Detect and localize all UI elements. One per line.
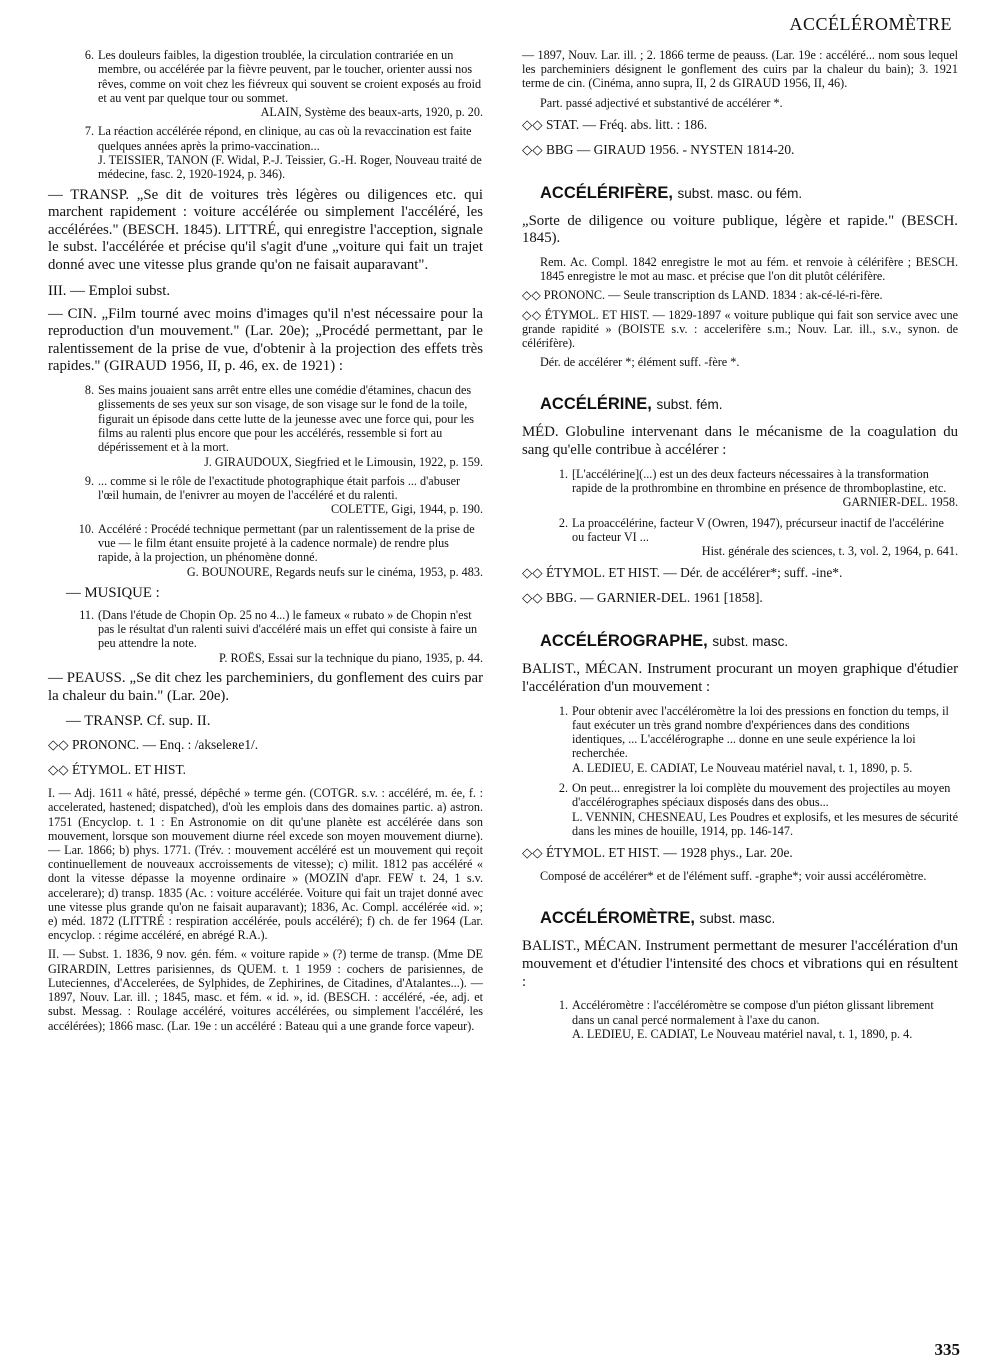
grammatical-category: subst. masc. (699, 911, 776, 927)
example-1 (522, 998, 958, 1041)
example-number: 1. (558, 998, 568, 1013)
example-number: 2. (558, 515, 568, 530)
example-number: 10. (78, 521, 94, 536)
example-number: 9. (84, 473, 94, 488)
example-text: Les douleurs faibles, la digestion troublée, la circulation contrariée en un membre, ou accélérée par la fièvre peuvent, par le toucher, orienter aussi nos rêves, comme on voit chez les fiévreux qui souvent se croient exposés au froid et au vent par quelque tour ou sommet. (98, 48, 482, 105)
headword: ACCÉLÉROMÈTRE, (540, 909, 695, 928)
etymol-continuation: — 1897, Nouv. Lar. ill. ; 2. 1866 terme de peauss. (Lar. 19e : accéléré... nom sous lequel les parcheminiers désignent le gonflement des cuirs par la chaleur du bain); 3. 1921 terme de cin. (Cinéma, anno supra, II, 2 ds GIRAUD 1956, II, 46). (522, 48, 958, 91)
derivation-note: Dér. de accélérer *; élément suff. -fère *. (540, 355, 740, 370)
example-1 (522, 704, 958, 775)
composition-note: Composé de accélérer* et de l'élément suff. -graphe*; voir aussi accéléromètre. (540, 869, 927, 884)
headword: ACCÉLÉRINE, (540, 395, 652, 414)
cin-definition: — CIN. „Film tourné avec moins d'images qu'il n'est nécessaire pour la reproduction d'un mouvement." (Lar. 20e); „Procédé permettant, par le ralentissement de la prise de vue, d'obtenir à la projection des effets très rapides." (GIRAUD 1956, II, p. 46, ex. de 1921) : (48, 305, 483, 375)
example-source: ALAIN, Système des beaux-arts, 1920, p. 20. (260, 105, 483, 120)
example-number: 11. (79, 607, 94, 622)
example-number: 2. (558, 781, 568, 796)
example-number: 6. (84, 48, 94, 62)
etymol-heading: ◇◇ ÉTYMOL. ET HIST. (48, 762, 186, 778)
example-text: La proaccélérine, facteur V (Owren, 1947), précurseur inactif de l'accélérine ou facteur VI ... (572, 515, 944, 544)
right-column (522, 48, 958, 1047)
entry-accelerine (522, 395, 958, 606)
headword: ACCÉLÉRIFÈRE, (540, 183, 673, 202)
bbg-section: ◇◇ BBG — GIRAUD 1956. - NYSTEN 1814-20. (522, 141, 795, 157)
example-number: 8. (84, 383, 94, 398)
example-source: COLETTE, Gigi, 1944, p. 190. (331, 502, 483, 517)
definition: MÉD. Globuline intervenant dans le mécanisme de la coagulation du sang qu'elle contribue à accélérer : (522, 424, 958, 459)
grammatical-category: subst. masc. ou fém. (677, 185, 803, 201)
example-source: P. ROËS, Essai sur la technique du piano, 1935, p. 44. (218, 650, 483, 665)
etymol-section: ◇◇ ÉTYMOL. ET HIST. — Dér. de accélérer*; suff. -ine*. (522, 565, 843, 581)
entry-accelerographe (522, 632, 958, 883)
entry-accelerifere (522, 184, 958, 370)
example-number: 1. (558, 703, 568, 718)
example-11 (48, 608, 483, 665)
entry-headword (540, 184, 958, 203)
bbg-section: ◇◇ BBG. — GARNIER-DEL. 1961 [1858]. (522, 590, 763, 606)
example-text: Pour obtenir avec l'accéléromètre la loi des pressions en fonction du temps, il faut exécuter un très grand nombre d'expériences dans des conditions identiques, ... L'accélérographe ... donne en une seule expérience la loi recherchée. (572, 703, 949, 761)
example-text: [L'accélérine](...) est un des deux facteurs nécessaires à la transformation rapide de la prothrombine en thrombine en présence de thromboplastine, etc. (572, 466, 947, 495)
headword: ACCÉLÉROGRAPHE, (540, 632, 708, 651)
definition: BALIST., MÉCAN. Instrument permettant de mesurer l'accélération d'un mouvement et d'étudier l'intensité des chocs et vibrations qui en résultent : (522, 938, 958, 990)
example-source: A. LEDIEU, E. CADIAT, Le Nouveau matériel naval, t. 1, 1890, p. 5. (572, 760, 913, 775)
example-text: Accéléré : Procédé technique permettant (par un ralentissement de la prise de vue — le film étant ensuite projeté à la cadence normale) de rendre plus rapide, à la projection, un phénomène donné. (98, 521, 475, 565)
example-8 (48, 383, 483, 469)
example-7 (48, 124, 483, 181)
example-text: On peut... enregistrer la loi complète du mouvement des projectiles au moyen d'accélérographes spéciaux disposés dans des obus... (572, 781, 951, 810)
transp-crossref: — TRANSP. Cf. sup. II. (66, 713, 211, 730)
example-source: L. VENNIN, CHESNEAU, Les Poudres et explosifs, et les mesures de sécurité dans les mines de houille, 1914, pp. 146-147. (572, 809, 958, 838)
remark: Rem. Ac. Compl. 1842 enregistre le mot au fém. et renvoie à célérifère ; BESCH. 1845 enregistre le mot au masc. et précise que l'on dit plutôt célérifère. (540, 255, 958, 284)
definition: BALIST., MÉCAN. Instrument procurant un moyen graphique d'étudier l'accélération d'un mouvement : (522, 661, 958, 695)
example-9 (48, 474, 483, 517)
peauss-definition: — PEAUSS. „Se dit chez les parcheminiers, du gonflement des cuirs par la chaleur du bain." (Lar. 20e). (48, 670, 483, 704)
example-source: J. GIRAUDOUX, Siegfried et le Limousin, 1922, p. 159. (204, 454, 483, 469)
entry-headword (540, 632, 958, 651)
example-1 (522, 467, 958, 510)
example-number: 1. (558, 466, 568, 481)
example-source: A. LEDIEU, E. CADIAT, Le Nouveau matériel naval, t. 1, 1890, p. 4. (572, 1026, 913, 1041)
section-heading: III. — Emploi subst. (48, 282, 171, 299)
example-source: J. TEISSIER, TANON (F. Widal, P.-J. Teissier, G.-H. Roger, Nouveau traité de médecine, fasc. 2, 1920-1924, p. 346). (98, 153, 482, 182)
example-6 (48, 48, 483, 119)
prononc-section: ◇◇ PRONONC. — Enq. : /akseleʀe1/. (48, 737, 259, 753)
example-source: Hist. générale des sciences, t. 3, vol. 2, 1964, p. 641. (701, 544, 958, 559)
definition: „Sorte de diligence ou voiture publique, légère et rapide." (BESCH. 1845). (522, 212, 958, 247)
entry-accelerometre (522, 909, 958, 1041)
entry-headword (540, 395, 958, 414)
etymol-part-ii: II. — Subst. 1. 1836, 9 nov. gén. fém. « voiture rapide » (?) terme de transp. (Mme DE GIRARDIN, Lettres parisiennes, ds QUEM. t. 1 1959 : cochers de parisiennes, de Luteciennes, d'Accelerées, de Sylphides, de Zephirines, de Citadines, d'Atalantes...). — 1897, Nouv. Lar. ill. ; 1845, masc. et fém. « id. », id. (BESCH. : accéléré, -ée, adj. et subst. Messag. : Roulage accéléré, voitures accélérées, ou simplement l'accéléré, les accélérées); 1866 masc. (Lar. 19e : un accéléré : Bateau qui a une grande force vapeur). (48, 947, 483, 1033)
example-2 (522, 516, 958, 559)
example-text: La réaction accélérée répond, en clinique, au cas où la revaccination est faite quelques années après la primo-vaccination... (98, 124, 472, 153)
etymol-part-i: I. — Adj. 1611 « hâté, pressé, dépêché » terme gén. (COTGR. s.v. : accéléré, m. ée, f. : accelerated, hastened; dispatched), d'où les emplois dans des domaines partic. a) astron. 1751 (Encyclop. t. 1 : En Astronomie on dit qu'une planète est accélérée dans son mouvement, lorsque son mouvement diurne réel excede son moyen mouvement diurne). — Lar. 1866; b) phys. 1771. (Trév. : mouvement accéléré est un mouvement qui reçoit continuellement de nouveaux accroissements de vitesse); c) milit. 1812 pas accéléré « dont la vitesse dépasse la moyenne ordinaire » (MOZIN d'apr. FEW t. 24, 1 s.v. accelerare); d) transp. 1835 (Ac. : voiture accélérée. Voiture qui fait un trajet donné avec une vitesse plus grande qu'on ne faisait auparavant); 1836, Ac. Compl. accélérée «id. »; e) méd. 1872 (LITTRÉ : respiration accélérée, pouls accéléré); f) ch. de fer 1964 (Lar. encyclop. : régime accéléré, en abrégé R.A.). (48, 786, 483, 943)
page-number: 335 (934, 1340, 960, 1359)
example-text: Accéléromètre : l'accéléromètre se compose d'un piéton glissant librement dans un canal percé normalement à l'axe du canon. (572, 998, 934, 1027)
left-column (48, 48, 483, 1038)
example-source: G. BOUNOURE, Regards neufs sur le cinéma, 1953, p. 483. (186, 564, 483, 579)
grammatical-category: subst. fém. (656, 397, 723, 413)
example-number: 7. (84, 124, 94, 139)
example-text: ... comme si le rôle de l'exactitude photographique était parfois ... d'abuser l'œil humain, de l'enivrer au moyen de l'accéléré et du ralenti. (98, 473, 461, 503)
running-head: ACCÉLÉROMÈTRE (789, 14, 952, 34)
example-text: Ses mains jouaient sans arrêt entre elles une comédie d'étamines, chacun des glissements de ses yeux sur son visage, de son visage sur le fond de la toile, figurait un épisode dans cette lutte de la jeunesse avec une force qui, pour les films au ralenti plus encore que pour les accélérés, ressemble si fort au dépérissement et à la mort. (98, 383, 474, 455)
example-2 (522, 781, 958, 838)
example-10 (48, 522, 483, 579)
prononc-section: ◇◇ PRONONC. — Seule transcription ds LAND. 1834 : ak-cé-lé-ri-fère. (522, 288, 883, 303)
stat-section: ◇◇ STAT. — Fréq. abs. litt. : 186. (522, 116, 708, 132)
transp-definition: — TRANSP. „Se dit de voitures très légères ou diligences etc. qui marchent rapidement : voiture accélérée ou simplement l'accéléré, les accélérées." (BESCH. 1845). LITTRÉ, qui enregistre l'acception, signale le subst. l'accélérée et précise qu'il s'agit d'une „voiture qui fait un trajet donné avec une vitesse plus grande qu'on ne faisait auparavant". (48, 186, 483, 274)
example-source: GARNIER-DEL. 1958. (842, 495, 958, 510)
etymol-section: ◇◇ ÉTYMOL. ET HIST. — 1928 phys., Lar. 20e. (522, 845, 793, 861)
entry-headword (540, 909, 958, 928)
participle-note: Part. passé adjectivé et substantivé de accélérer *. (540, 95, 783, 110)
example-text: (Dans l'étude de Chopin Op. 25 no 4...) le fameux « rubato » de Chopin n'est pas le résultat d'un ralenti suivi d'accéléré mais un effet qui consiste à faire un peu attendre la note. (98, 607, 478, 651)
etymol-section: ◇◇ ÉTYMOL. ET HIST. — 1829-1897 « voiture publique qui fait son service avec une grande rapidité » (BOISTE s.v. : accelerifère s.m.; Nouv. Lar. ill., s.v., synon. de célérifère). (522, 307, 958, 351)
grammatical-category: subst. masc. (712, 634, 789, 650)
musique-heading: — MUSIQUE : (66, 584, 160, 601)
